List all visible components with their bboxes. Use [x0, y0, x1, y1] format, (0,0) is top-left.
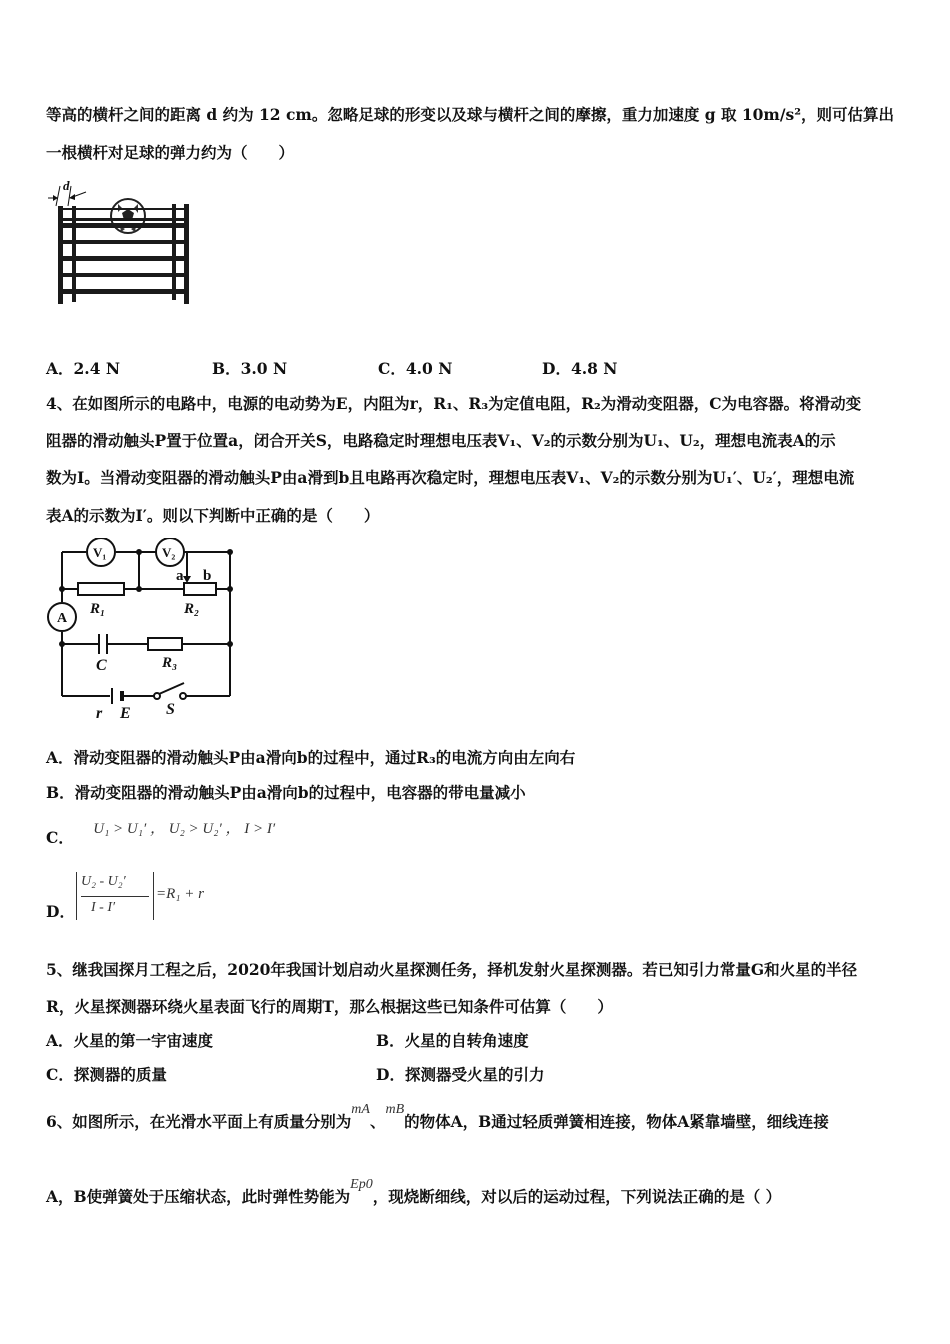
- q4-text-line2: 阻器的滑动触头P置于位置a，闭合开关S，电路稳定时理想电压表V₁、V₂的示数分别为U₁、U₂，理想电流表A的示: [46, 431, 836, 450]
- q4-option-b[interactable]: B．滑动变阻器的滑动触头P由a滑向b的过程中，电容器的带电量减小: [46, 783, 526, 802]
- switch-s: [159, 683, 184, 694]
- label-a: a: [176, 568, 184, 584]
- q4-option-d-label: D．: [46, 902, 75, 921]
- label-r: r: [96, 705, 103, 722]
- resistor-r3: [148, 638, 182, 650]
- q6-mass-a: mA: [351, 1102, 370, 1117]
- q6-text-line1: 6、如图所示，在光滑水平面上有质量分别为mA、mB的物体A，B通过轻质弹簧相连接，物体A紧靠墙壁，细线连接: [46, 1102, 829, 1131]
- label-e: E: [120, 705, 131, 722]
- q5-text-line2: R，火星探测器环绕火星表面飞行的周期T，那么根据这些已知条件可估算（ ）: [46, 997, 613, 1016]
- q4-option-d-rhs: =R₁ + r: [156, 886, 204, 902]
- circuit-diagram: [44, 538, 240, 724]
- q3-option-d[interactable]: D．4.8 N: [542, 359, 618, 378]
- q4-option-c-math: U₁ > U₁′ ， U₂ > U₂′ ， I > I′: [93, 821, 276, 837]
- label-ammeter: A: [57, 611, 68, 626]
- q3-option-c[interactable]: C．4.0 N: [378, 359, 453, 378]
- q4-option-a[interactable]: A．滑动变阻器的滑动触头P由a滑向b的过程中，通过R₃的电流方向由左向右: [46, 748, 576, 767]
- q4-option-d-abs: [76, 872, 154, 920]
- label-s: S: [166, 701, 175, 718]
- q4-option-d[interactable]: [46, 900, 75, 922]
- q4-text-line1: 4、在如图所示的电路中，电源的电动势为E，内阻为r，R₁、R₃为定值电阻，R₂为滑动变阻器，C为电容器。将滑动变: [46, 394, 862, 413]
- q3-option-b[interactable]: B．3.0 N: [212, 359, 288, 378]
- resistor-r1: [78, 583, 124, 595]
- q5-option-b[interactable]: B．火星的自转角速度: [376, 1031, 529, 1050]
- label-r3: R₃: [162, 655, 178, 671]
- label-r2: R₂: [184, 601, 200, 617]
- label-r1: R₁: [90, 601, 106, 617]
- q4-option-d-numerator: U₂ - U₂′: [81, 874, 126, 889]
- q6-mass-b: mB: [385, 1102, 405, 1117]
- q3-text-line1: 等高的横杆之间的距离 d 约为 12 cm。忽略足球的形变以及球与横杆之间的摩擦，重力加速度 g 取 10m/s²，则可估算出: [46, 105, 895, 124]
- q4-text-line3: 数为I。当滑动变阻器的滑动触头P由a滑到b且电路再次稳定时，理想电压表V₁、V₂的示数分别为U₁′、U₂′，理想电流: [46, 468, 855, 487]
- q4-text-line4: 表A的示数为I′。则以下判断中正确的是（ ）: [46, 506, 380, 525]
- q5-option-a[interactable]: A．火星的第一宇宙速度: [46, 1031, 214, 1050]
- label-c: C: [96, 657, 107, 674]
- q6-text-line2: A，B使弹簧处于压缩状态，此时弹性势能为Ep0，现烧断细线，对以后的运动过程，下列说法正确的是（ ）: [46, 1177, 782, 1206]
- q5-text-line1: 5、继我国探月工程之后，2020年我国计划启动火星探测任务，择机发射火星探测器。若已知引力常量G和火星的半径: [46, 960, 858, 979]
- label-v1: V₁: [93, 545, 107, 560]
- q6-elastic-energy: Ep0: [350, 1177, 373, 1192]
- q5-option-d[interactable]: D．探测器受火星的引力: [376, 1065, 545, 1084]
- resistor-r2: [184, 583, 216, 595]
- q4-option-d-denominator: I - I′: [91, 900, 116, 915]
- q5-option-c[interactable]: C．探测器的质量: [46, 1065, 167, 1084]
- football-rack-figure: [46, 176, 198, 308]
- label-v2: V₂: [162, 545, 176, 560]
- q4-option-c[interactable]: [46, 821, 276, 848]
- q4-option-c-label: C．: [46, 828, 74, 847]
- rack-d-label: d: [63, 178, 70, 193]
- q3-option-a[interactable]: A．2.4 N: [46, 359, 121, 378]
- label-b: b: [203, 568, 212, 584]
- q3-text-line2: 一根横杆对足球的弹力约为（ ）: [46, 143, 295, 162]
